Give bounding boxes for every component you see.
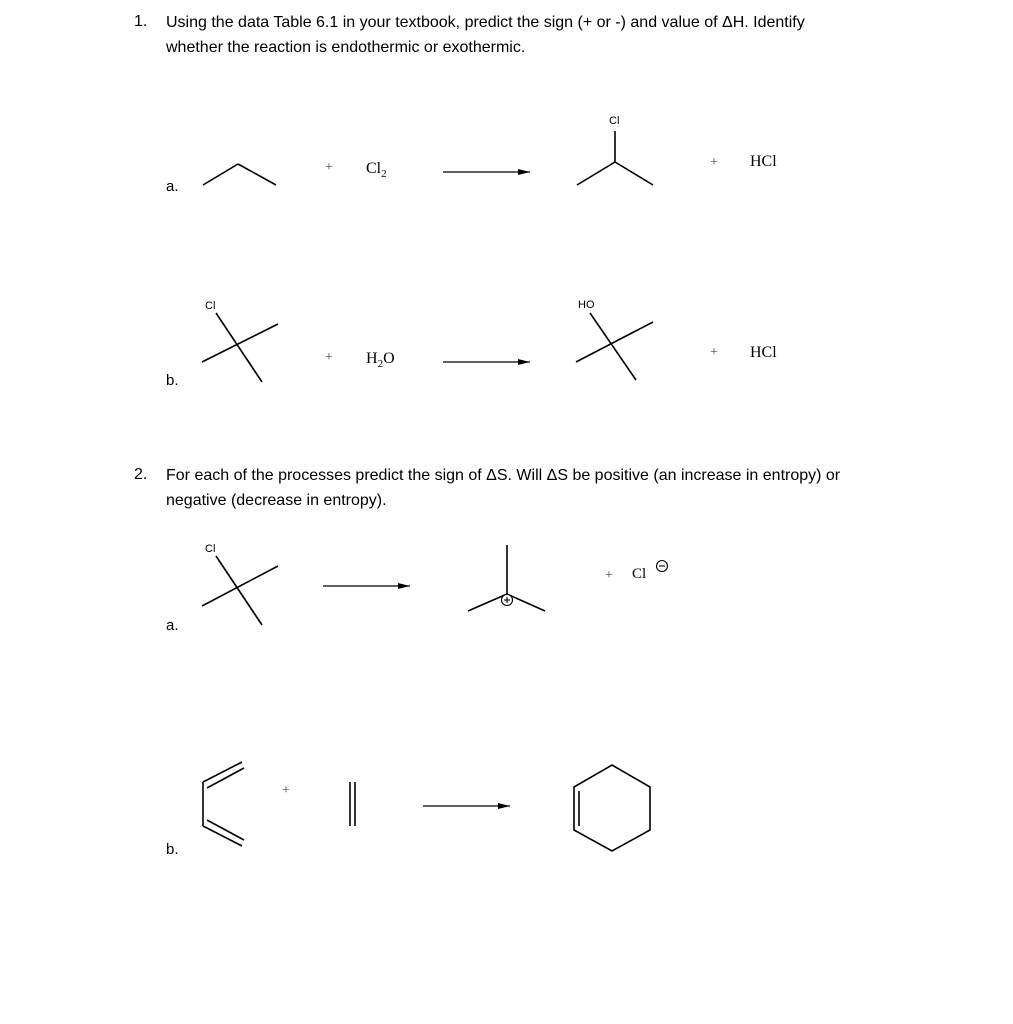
question-2-text-line1: For each of the processes predict the sign of ΔS. Will ΔS be positive (an increase in entropy) or <box>166 467 841 484</box>
q1b-byproduct-hcl: HCl <box>750 344 777 361</box>
q2-part-b-label: b. <box>166 841 179 858</box>
q1b-reactant-cl-atom: Cl <box>205 300 216 312</box>
q2a-tert-butyl-chloride-skeleton <box>202 556 278 625</box>
q2a-chloride-anion: Cl <box>632 566 647 582</box>
q2a-anion-charge-icon <box>657 561 668 572</box>
q2a-reactant-cl-atom: Cl <box>205 543 216 555</box>
q2b-butadiene-skeleton <box>203 762 244 846</box>
q1b-tert-butanol-skeleton <box>576 313 653 380</box>
q1b-reagent-subscript: 2 <box>377 358 384 371</box>
q2b-plus: + <box>282 783 290 798</box>
q1b-reagent-tail: O <box>383 350 395 367</box>
q1b-tert-butyl-chloride-skeleton <box>202 313 278 382</box>
q1b-plus-2: + <box>710 345 718 360</box>
question-2-text-line2: negative (decrease in entropy). <box>166 492 387 509</box>
question-1-number: 1. <box>134 13 148 30</box>
q1a-2-chloropropane-skeleton <box>577 131 653 185</box>
q1a-plus-1: + <box>325 160 333 175</box>
question-2-number: 2. <box>134 466 148 483</box>
q2b-ethylene-skeleton <box>350 782 355 826</box>
q1a-reagent-subscript: 2 <box>381 168 387 181</box>
q1-part-a-label: a. <box>166 178 179 195</box>
q1a-propane-skeleton <box>203 164 276 185</box>
q1b-product-ho-atom: HO <box>578 299 595 311</box>
q1a-product-cl-atom: Cl <box>609 115 620 127</box>
question-1-text-line1: Using the data Table 6.1 in your textbook, predict the sign (+ or -) and value of ΔH. Identify <box>166 14 805 31</box>
question-1-text-line2: whether the reaction is endothermic or exothermic. <box>166 39 526 56</box>
q1b-plus-1: + <box>325 350 333 365</box>
q1b-reagent-symbol: H <box>366 350 378 367</box>
q1a-reagent-symbol: Cl <box>366 160 382 177</box>
q1a-plus-2: + <box>710 155 718 170</box>
q2-part-a-label: a. <box>166 617 179 634</box>
q1a-byproduct-hcl: HCl <box>750 153 777 170</box>
q2a-plus: + <box>605 568 613 583</box>
q2a-cation-charge-icon <box>502 595 513 606</box>
q2b-cyclohexene-ring <box>574 765 650 851</box>
q1-part-b-label: b. <box>166 372 179 389</box>
